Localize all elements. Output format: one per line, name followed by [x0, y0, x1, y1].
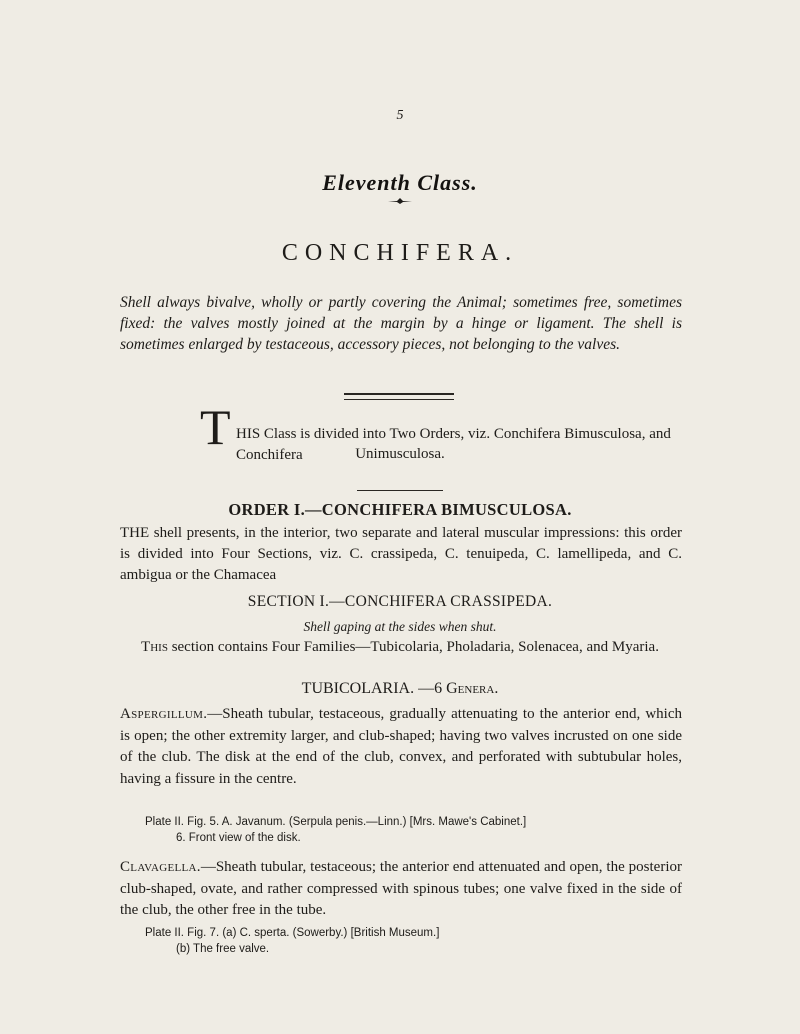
- genus-entry: [120, 857, 682, 922]
- class-title: Eleventh Class.: [322, 170, 478, 195]
- plate-reference: Plate II. Fig. 7. (a) C. sperta. (Sowerby.) [British Museum.]: [145, 927, 440, 939]
- double-rule-divider: [344, 393, 454, 400]
- main-title: CONCHIFERA.: [281, 240, 519, 266]
- genus-name: Clavagella.: [120, 859, 201, 875]
- drop-cap: T: [200, 399, 231, 455]
- genera-label: Genera.: [446, 680, 499, 697]
- short-rule-divider: [357, 490, 443, 491]
- family-name: TUBICOLARIA.: [301, 680, 415, 697]
- families-lead-word: This: [141, 639, 168, 655]
- genera-count: —6: [418, 680, 443, 697]
- ornament-dash-icon: [388, 196, 412, 206]
- genus-description: —Sheath tubular, testaceous; the anterior end attenuated and open, the posterior club-shaped, ovate, and rather compressed with spinous tubes; one valve fixed in the side of the club, the other free in the tube.: [120, 859, 682, 918]
- section-heading: SECTION I.—CONCHIFERA CRASSIPEDA.: [247, 593, 553, 610]
- genus-entry: [120, 704, 682, 790]
- families-text: section contains Four Families—Tubicolaria, Pholadaria, Solenacea, and Myaria.: [171, 639, 659, 655]
- plate-reference: Plate II. Fig. 5. A. Javanum. (Serpula penis.—Linn.) [Mrs. Mawe's Cabinet.]: [145, 816, 527, 828]
- families-line: [0, 639, 800, 656]
- order-heading: ORDER I.—CONCHIFERA BIMUSCULOSA.: [228, 500, 572, 519]
- intro-line-2: Unimusculosa.: [355, 446, 445, 462]
- family-heading: [0, 680, 800, 698]
- class-definition: Shell always bivalve, wholly or partly covering the Animal; sometimes free, sometimes fixed: the valves mostly joined at the margin by a hinge or ligament. The shell is sometimes enlarged by testaceous, accessory pieces, not belonging to the valves.: [120, 294, 682, 353]
- genus-description: —Sheath tubular, testaceous, gradually attenuating to the anterior end, which is open; the other extremity larger, and club-shaped; having two valves incrusted on one side of the club. The disk at the end of the club, convex, and perforated with subtubular holes, having a fissure in the centre.: [120, 706, 682, 787]
- section-note: Shell gaping at the sides when shut.: [303, 619, 497, 634]
- page-number: 5: [396, 108, 404, 123]
- order-paragraph: THE shell presents, in the interior, two separate and lateral muscular impressions: this order is divided into Four Sections, viz. C. crassipeda, C. tenuipeda, C. lamellipeda, and C. ambigua or the Chamacea: [120, 525, 682, 583]
- plate-reference-sub: (b) The free valve.: [176, 943, 270, 955]
- genus-name: Aspergillum.: [120, 706, 208, 722]
- intro-lead-word: HIS: [236, 426, 261, 442]
- plate-reference-sub: 6. Front view of the disk.: [176, 832, 301, 844]
- intro-text: Class is divided into Two Orders, viz. Conchifera Bimusculosa, and Conchifera: [236, 426, 671, 463]
